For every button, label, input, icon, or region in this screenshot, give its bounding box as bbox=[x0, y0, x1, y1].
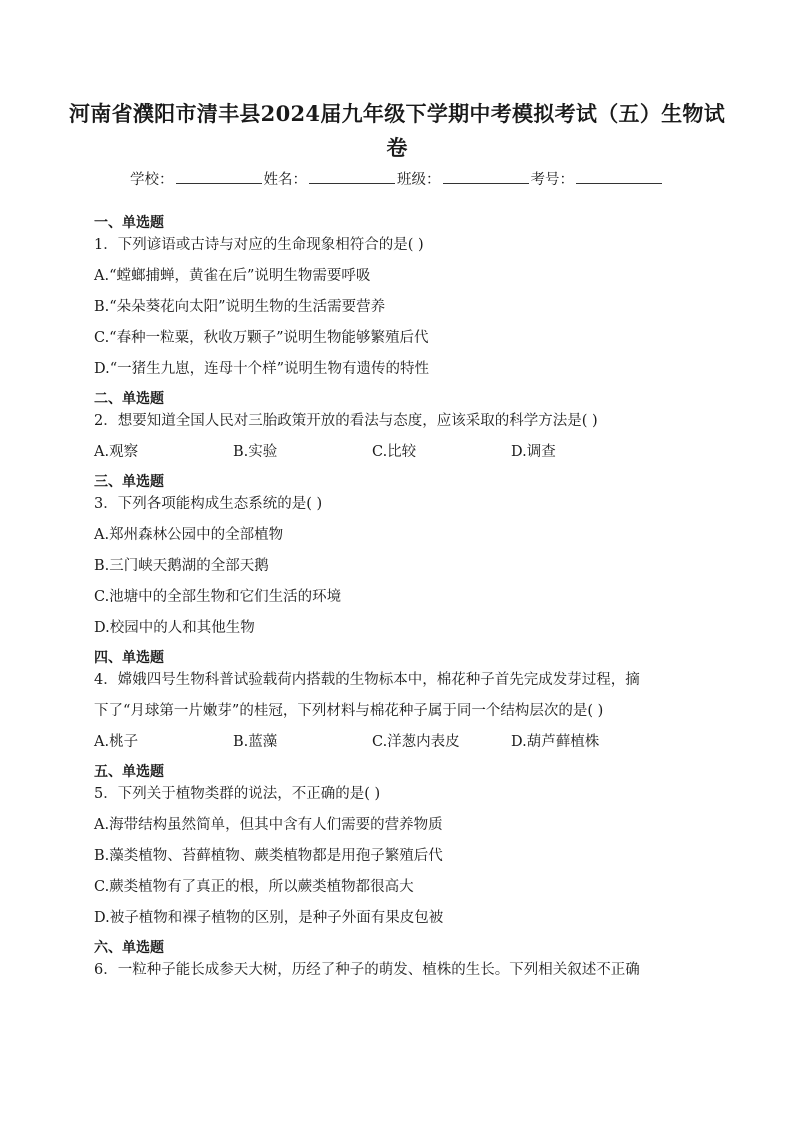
option: B.实验 bbox=[233, 444, 278, 460]
school-field bbox=[130, 170, 264, 190]
question-text: 1．下列谚语或古诗与对应的生命现象相符合的是( ) bbox=[94, 237, 424, 253]
name-field bbox=[264, 170, 398, 190]
exam-no-label: 考号： bbox=[530, 172, 574, 188]
option: D.“一猪生九崽，连母十个样”说明生物有遗传的特性 bbox=[94, 361, 430, 377]
option: C.比较 bbox=[372, 444, 417, 460]
question-text: 2．想要知道全国人民对三胎政策开放的看法与态度，应该采取的科学方法是( ) bbox=[94, 413, 598, 429]
option: A.“螳螂捕蝉，黄雀在后”说明生物需要呼吸 bbox=[94, 268, 371, 284]
option: B.“朵朵葵花向太阳”说明生物的生活需要营养 bbox=[94, 299, 386, 315]
option: C.蕨类植物有了真正的根，所以蕨类植物都很高大 bbox=[94, 879, 414, 895]
option-row bbox=[94, 441, 706, 463]
option: C.洋葱内表皮 bbox=[372, 734, 460, 750]
exam-no-field bbox=[531, 170, 665, 190]
school-label: 学校： bbox=[130, 172, 174, 188]
question-text: 6．一粒种子能长成参天大树，历经了种子的萌发、植株的生长。下列相关叙述不正确 bbox=[94, 962, 640, 978]
section-heading: 三、单选题 bbox=[94, 474, 164, 490]
exam-no-blank[interactable] bbox=[576, 170, 662, 184]
section-heading: 六、单选题 bbox=[94, 940, 164, 956]
option: D.校园中的人和其他生物 bbox=[94, 620, 255, 636]
title-line-1: 河南省濮阳市清丰县2024届九年级下学期中考模拟考试（五）生物试 bbox=[68, 101, 726, 126]
section-heading: 四、单选题 bbox=[94, 650, 164, 666]
option: B.藻类植物、苔藓植物、蕨类植物都是用孢子繁殖后代 bbox=[94, 848, 443, 864]
name-label: 姓名： bbox=[263, 172, 307, 188]
option-row bbox=[94, 731, 706, 753]
option: C.池塘中的全部生物和它们生活的环境 bbox=[94, 589, 342, 605]
option: A.郑州森林公园中的全部植物 bbox=[94, 527, 284, 543]
section-heading: 五、单选题 bbox=[94, 764, 164, 780]
exam-title bbox=[60, 97, 734, 165]
option: A.桃子 bbox=[94, 734, 139, 750]
option: B.蓝藻 bbox=[233, 734, 278, 750]
class-field bbox=[397, 170, 531, 190]
question-text: 4．嫦娥四号生物科普试验载荷内搭载的生物标本中，棉花种子首先完成发芽过程，摘 bbox=[94, 672, 640, 688]
title-line-2: 卷 bbox=[386, 135, 408, 160]
school-blank[interactable] bbox=[176, 170, 262, 184]
question-text: 3．下列各项能构成生态系统的是( ) bbox=[94, 496, 323, 512]
questions bbox=[94, 212, 706, 981]
section-heading: 二、单选题 bbox=[94, 391, 164, 407]
option: A.观察 bbox=[94, 444, 139, 460]
option: B.三门峡天鹅湖的全部天鹅 bbox=[94, 558, 269, 574]
class-blank[interactable] bbox=[443, 170, 529, 184]
option: A.海带结构虽然简单，但其中含有人们需要的营养物质 bbox=[94, 817, 443, 833]
option: D.葫芦藓植株 bbox=[511, 734, 600, 750]
option: D.被子植物和裸子植物的区别，是种子外面有果皮包被 bbox=[94, 910, 444, 926]
section-heading: 一、单选题 bbox=[94, 215, 164, 231]
option: C.“春种一粒粟，秋收万颗子”说明生物能够繁殖后代 bbox=[94, 330, 429, 346]
question-text: 5．下列关于植物类群的说法，不正确的是( ) bbox=[94, 786, 381, 802]
class-label: 班级： bbox=[397, 172, 441, 188]
student-info-line bbox=[0, 170, 794, 190]
option: D.调查 bbox=[511, 444, 556, 460]
question-text-cont: 下了“月球第一片嫩芽”的桂冠，下列材料与棉花种子属于同一个结构层次的是( ) bbox=[94, 703, 604, 719]
name-blank[interactable] bbox=[309, 170, 395, 184]
